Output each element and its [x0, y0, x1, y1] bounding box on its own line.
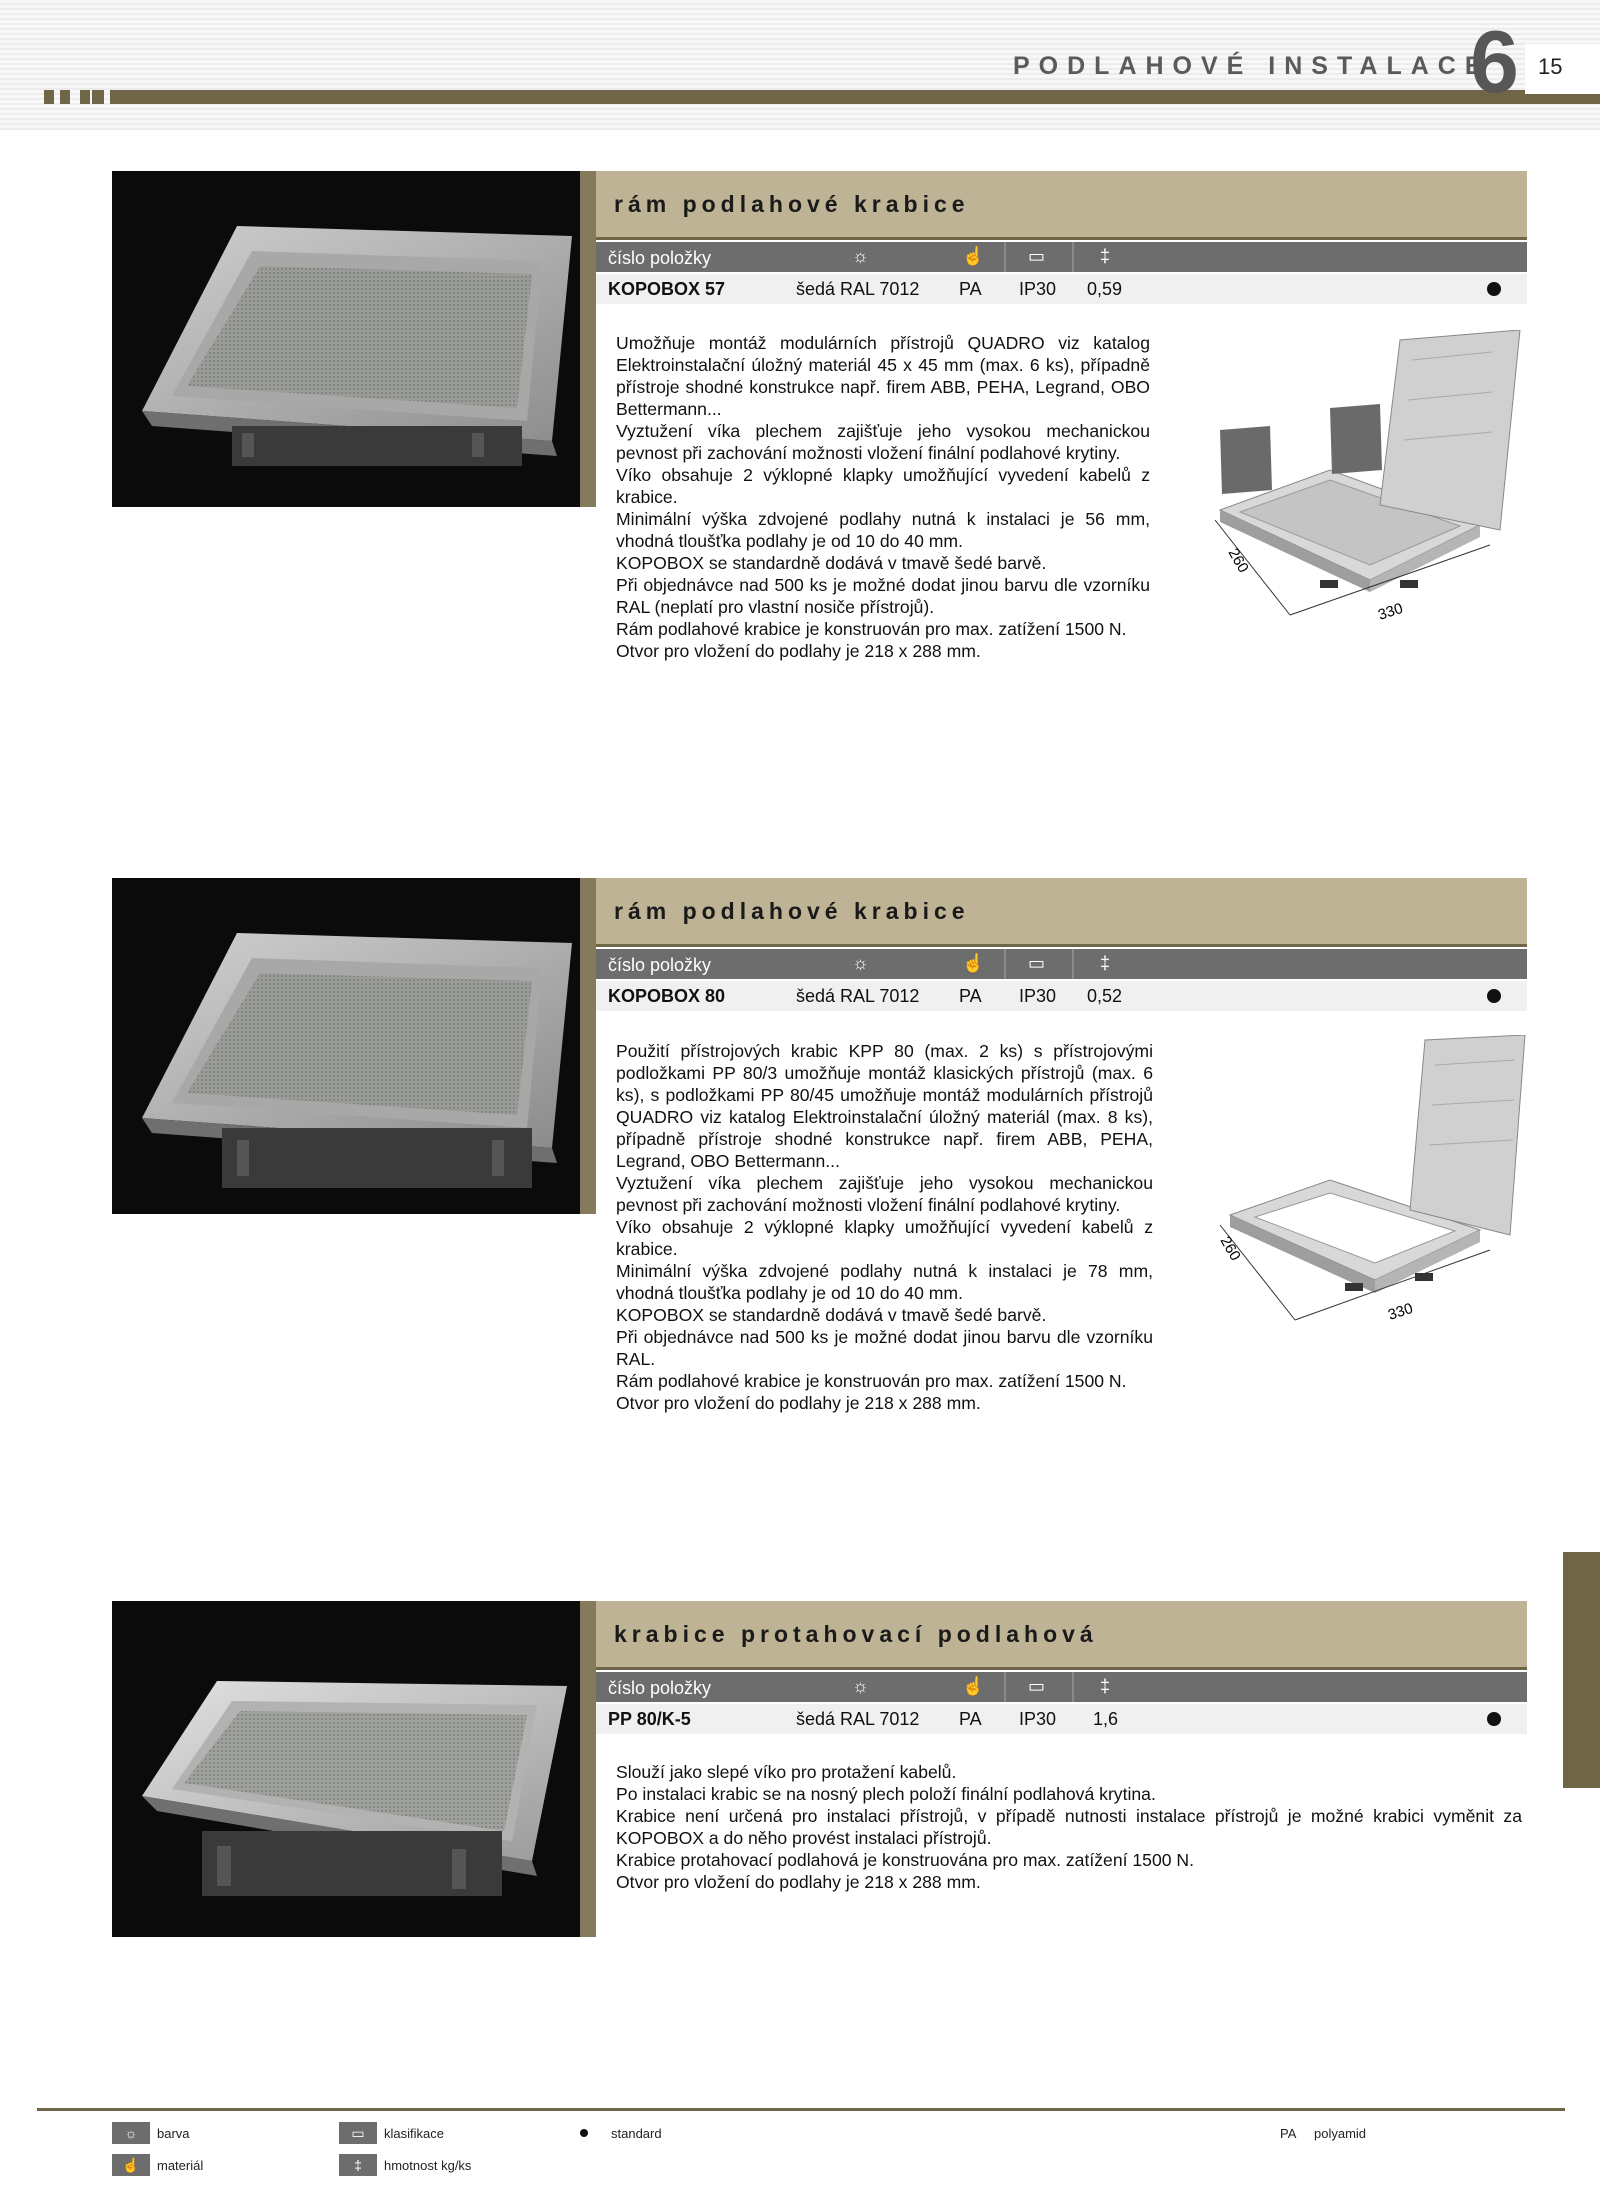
description-paragraph: Slouží jako slepé víko pro protažení kabelů. [616, 1762, 957, 1782]
description-paragraph: KOPOBOX se standardně dodává v tmavě šedé barvě. [616, 553, 1047, 573]
spec-separator [1004, 949, 1006, 979]
klasifikace-icon: ▭ [1028, 246, 1046, 266]
product-class: IP30 [1019, 279, 1057, 299]
klasifikace-icon: ▭ [339, 2122, 377, 2144]
legend-standard: standard [611, 2126, 662, 2141]
standard-dot [1487, 1712, 1501, 1726]
chapter-side-tab [1563, 1552, 1600, 1788]
product-photo-kopobox-80 [112, 878, 580, 1214]
header-decor-square [80, 90, 90, 104]
product-title: rám podlahové krabice [614, 191, 970, 217]
product-description [616, 332, 1150, 662]
photo-accent-stripe [580, 1601, 596, 1937]
klasifikace-icon: ▭ [1028, 1676, 1046, 1696]
legend-pa-text: polyamid [1314, 2126, 1367, 2141]
page-number: 15 [1538, 54, 1563, 79]
dimension-label: 330 [1375, 599, 1406, 624]
product-material: PA [959, 279, 982, 299]
description-paragraph: Rám podlahové krabice je konstruován pro max. zatížení 1500 N. [616, 619, 1127, 639]
product-photo-pp80-k5 [112, 1601, 580, 1937]
product-material: PA [959, 1709, 982, 1729]
title-underline [596, 944, 1527, 947]
description-paragraph: Umožňuje montáž modulárních přístrojů QUADRO viz katalog Elektroinstalační úložný materiál 45 x 45 mm (max. 6 ks), případně přístroje shodné konstrukce např. firem ABB, PEHA, Legrand, OBO Bettermann... [616, 333, 1150, 419]
spec-separator [1004, 1672, 1006, 1702]
title-underline [596, 237, 1527, 240]
product-description [616, 1761, 1522, 1893]
photo-accent-stripe [580, 171, 596, 507]
hmotnost-icon: ‡ [1100, 246, 1111, 266]
description-paragraph: Víko obsahuje 2 výklopné klapky umožňující vyvedení kabelů z krabice. [616, 1217, 1153, 1259]
spec-row [596, 274, 1527, 304]
klasifikace-icon: ▭ [1028, 953, 1046, 973]
product-title: krabice protahovací podlahová [614, 1621, 1098, 1647]
standard-dot [1487, 989, 1501, 1003]
header-decor-square [92, 90, 104, 104]
description-paragraph: Krabice není určená pro instalaci přístrojů, v případě nutnosti instalace přístrojů je možné krabici vyměnit za KOPOBOX a do něho provést instalaci přístrojů. [616, 1806, 1522, 1848]
spec-row [596, 1704, 1527, 1734]
product-photo-kopobox-57 [112, 171, 580, 507]
dimension-label: 260 [1216, 1233, 1244, 1264]
hmotnost-icon: ‡ [1100, 1676, 1111, 1696]
dimension-label: 260 [1224, 545, 1252, 576]
legend-pa-abbr: PA [1280, 2126, 1297, 2141]
spec-header [596, 949, 1527, 979]
description-paragraph: Otvor pro vložení do podlahy je 218 x 288 mm. [616, 1872, 981, 1892]
description-paragraph: Vyztužení víka plechem zajišťuje jeho vysokou mechanickou pevnost při zachování možnosti vložení finální podlahové krytiny. [616, 1173, 1153, 1215]
description-paragraph: Víko obsahuje 2 výklopné klapky umožňující vyvedení kabelů z krabice. [616, 465, 1150, 507]
product-code: KOPOBOX 80 [608, 986, 726, 1006]
product-color: šedá RAL 7012 [796, 1709, 920, 1729]
spec-separator [1004, 242, 1006, 272]
product-code: PP 80/K-5 [608, 1709, 691, 1729]
material-icon: ☝ [112, 2154, 150, 2176]
dimension-label: 330 [1385, 1299, 1416, 1324]
section-title: PODLAHOVÉ INSTALACE [1013, 52, 1491, 80]
spec-separator [1072, 242, 1074, 272]
header-decor-square [44, 90, 54, 104]
legend-klasifikace: klasifikace [384, 2126, 444, 2141]
photo-accent-stripe [580, 878, 596, 1214]
product-color: šedá RAL 7012 [796, 279, 920, 299]
hmotnost-icon: ‡ [339, 2154, 377, 2176]
product-color: šedá RAL 7012 [796, 986, 920, 1006]
description-paragraph: Rám podlahové krabice je konstruován pro max. zatížení 1500 N. [616, 1371, 1127, 1391]
technical-drawing-kopobox-57 [1180, 330, 1540, 650]
product-weight: 0,52 [1087, 986, 1123, 1006]
product-title-band [596, 878, 1527, 944]
barva-icon: ☼ [852, 1676, 869, 1696]
description-paragraph: Minimální výška zdvojené podlahy nutná k instalaci je 78 mm, vhodná tloušťka podlahy je od 10 do 40 mm. [616, 1261, 1153, 1303]
description-paragraph: Použití přístrojových krabic KPP 80 (max. 2 ks) s přístrojovými podložkami PP 80/3 umožňuje montáž klasických přístrojů (max. 6 ks), s podložkami PP 80/45 umožňuje montáž modulárních přístrojů QUADRO viz katalog Elektroinstalační úložný materiál (max. 8 ks), případně přístroje shodné konstrukce např. firem ABB, PEHA, Legrand, OBO Bettermann... [616, 1041, 1153, 1171]
barva-icon: ☼ [112, 2122, 150, 2144]
title-underline [596, 1667, 1527, 1670]
legend-barva: barva [157, 2126, 190, 2141]
spec-separator [1072, 1672, 1074, 1702]
material-icon: ☝ [962, 1676, 985, 1696]
standard-dot [1487, 282, 1501, 296]
barva-icon: ☼ [852, 953, 869, 973]
technical-drawing-kopobox-80 [1180, 1035, 1540, 1355]
product-material: PA [959, 986, 982, 1006]
spec-header-label: číslo položky [608, 955, 712, 975]
legend-hmotnost: hmotnost kg/ks [384, 2158, 472, 2173]
description-paragraph: KOPOBOX se standardně dodává v tmavě šedé barvě. [616, 1305, 1047, 1325]
product-weight: 1,6 [1093, 1709, 1119, 1729]
product-code: KOPOBOX 57 [608, 279, 726, 299]
material-icon: ☝ [962, 246, 985, 266]
spec-header-label: číslo položky [608, 1678, 712, 1698]
spec-row [596, 981, 1527, 1011]
description-paragraph: Minimální výška zdvojené podlahy nutná k instalaci je 56 mm, vhodná tloušťka podlahy je od 10 do 40 mm. [616, 509, 1150, 551]
description-paragraph: Krabice protahovací podlahová je konstruována pro max. zatížení 1500 N. [616, 1850, 1195, 1870]
product-title-band [596, 1601, 1527, 1667]
spec-header [596, 242, 1527, 272]
product-class: IP30 [1019, 986, 1057, 1006]
description-paragraph: Otvor pro vložení do podlahy je 218 x 288 mm. [616, 641, 981, 661]
header-decor-square [60, 90, 70, 104]
product-title: rám podlahové krabice [614, 898, 970, 924]
product-class: IP30 [1019, 1709, 1057, 1729]
description-paragraph: Po instalaci krabic se na nosný plech položí finální podlahová krytina. [616, 1784, 1156, 1804]
barva-icon: ☼ [852, 246, 869, 266]
product-weight: 0,59 [1087, 279, 1123, 299]
description-paragraph: Při objednávce nad 500 ks je možné dodat jinou barvu dle vzorníku RAL. [616, 1327, 1153, 1369]
description-paragraph: Otvor pro vložení do podlahy je 218 x 288 mm. [616, 1393, 981, 1413]
spec-header-label: číslo položky [608, 248, 712, 268]
material-icon: ☝ [962, 953, 985, 973]
page-header [0, 0, 1600, 130]
product-title-band [596, 171, 1527, 237]
hmotnost-icon: ‡ [1100, 953, 1111, 973]
product-description [616, 1040, 1153, 1414]
standard-dot [580, 2129, 588, 2137]
legend-material: materiál [157, 2158, 204, 2173]
description-paragraph: Vyztužení víka plechem zajišťuje jeho vysokou mechanickou pevnost při zachování možnosti vložení finální podlahové krytiny. [616, 421, 1150, 463]
spec-separator [1072, 949, 1074, 979]
description-paragraph: Při objednávce nad 500 ks je možné dodat jinou barvu dle vzorníku RAL (neplatí pro vlastní nosiče přístrojů). [616, 575, 1150, 617]
spec-header [596, 1672, 1527, 1702]
header-bar [110, 90, 1600, 104]
footer-line [37, 2108, 1565, 2111]
page-number-box [1525, 44, 1600, 94]
chapter-number: 6 [1470, 12, 1519, 111]
